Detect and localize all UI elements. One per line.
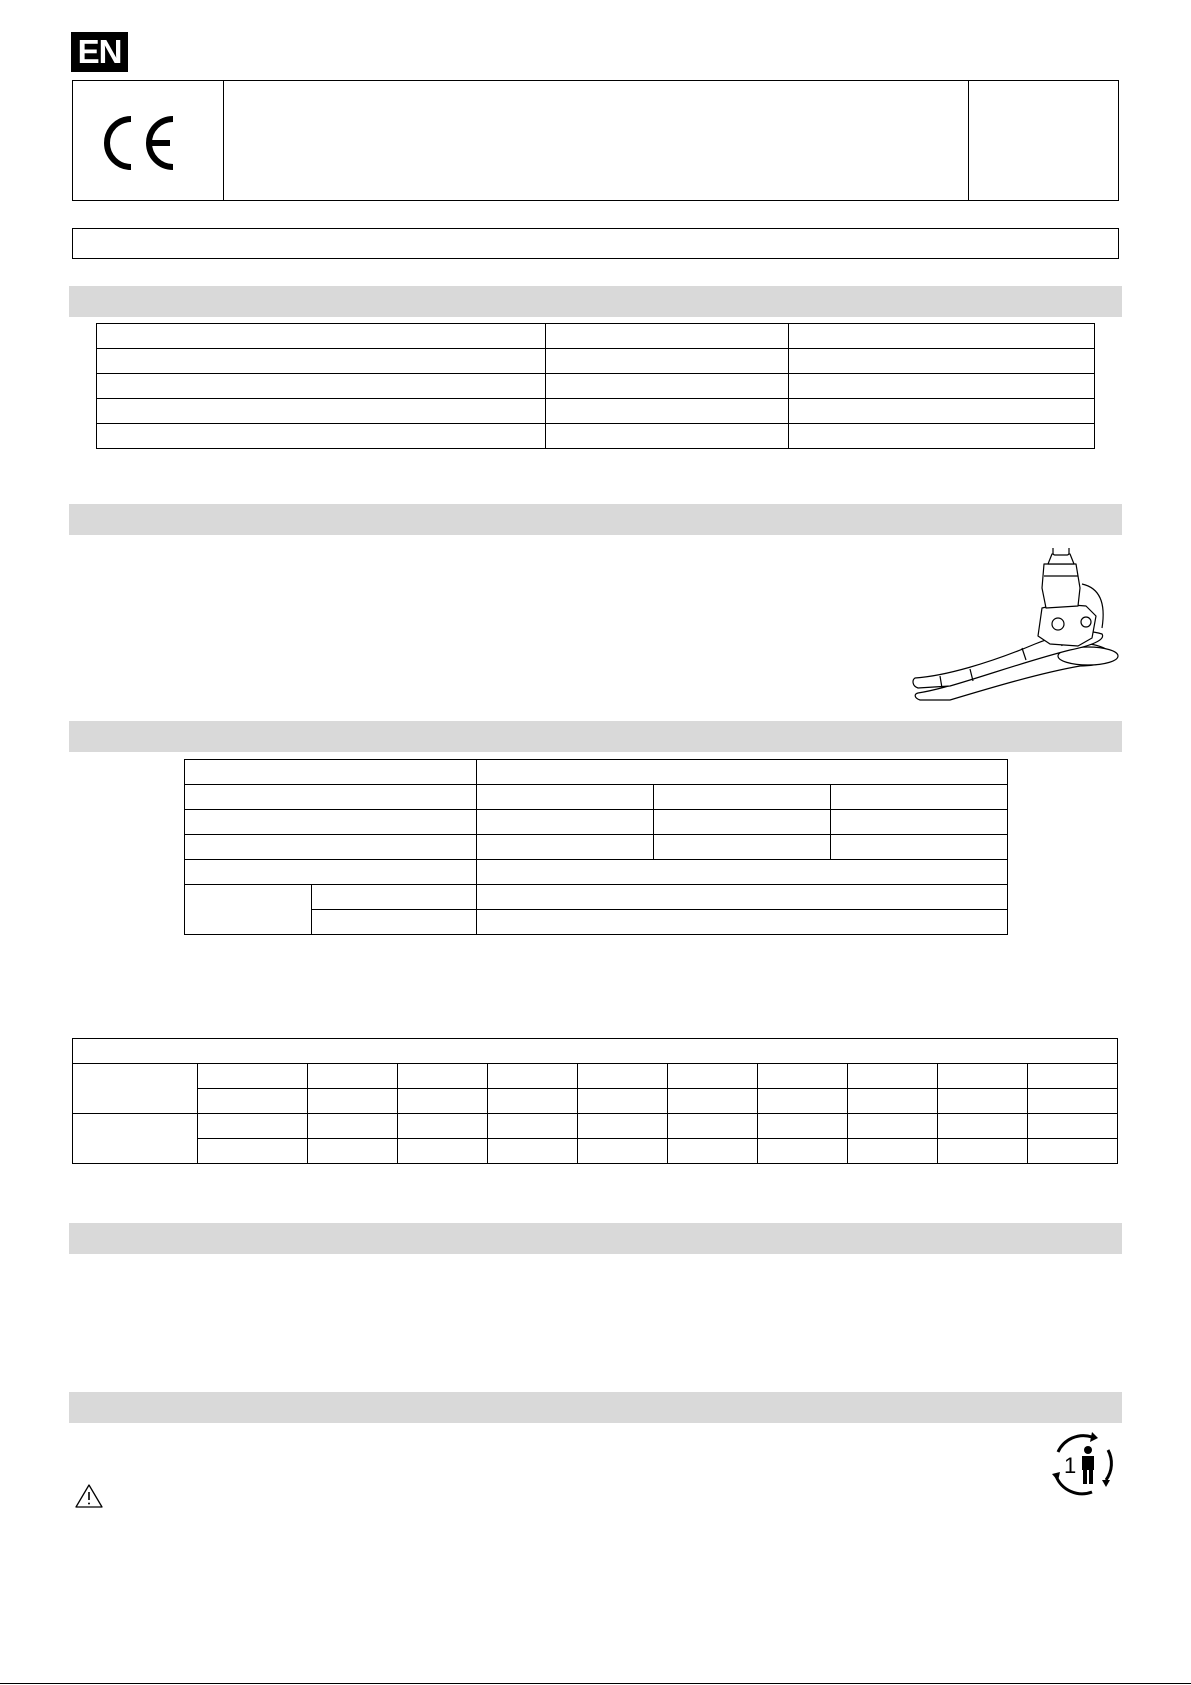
- ce-mark-icon: [73, 81, 223, 199]
- table-row: [185, 860, 1008, 885]
- header-ref-cell: [968, 81, 1118, 200]
- section-header-4: [69, 1223, 1122, 1254]
- section-header-1: [69, 286, 1122, 317]
- table-row: [185, 760, 1008, 785]
- table-row: [97, 349, 1095, 374]
- table-row: [73, 1114, 1118, 1139]
- prosthetic-foot-illustration: [910, 548, 1125, 713]
- language-badge: EN: [71, 32, 128, 72]
- ce-mark-cell: [73, 81, 224, 200]
- table-row: [73, 1139, 1118, 1164]
- page-bottom-rule: [0, 1683, 1191, 1684]
- table-1: [96, 323, 1095, 449]
- table-row: [73, 1039, 1118, 1064]
- table-3: [72, 1038, 1118, 1164]
- section-header-5: [69, 1392, 1122, 1423]
- header-box: [72, 80, 1119, 201]
- svg-text:1: 1: [1064, 1453, 1077, 1478]
- header-title-cell: [223, 81, 969, 200]
- table-row: [97, 374, 1095, 399]
- table-row: [185, 810, 1008, 835]
- table-row: [97, 399, 1095, 424]
- table-2: [184, 759, 1008, 935]
- table-row: [97, 424, 1095, 449]
- section-header-2: [69, 504, 1122, 535]
- warning-triangle-icon: [74, 1483, 104, 1509]
- single-patient-use-icon: [1048, 1430, 1116, 1498]
- table-row: [185, 835, 1008, 860]
- section-header-3: [69, 721, 1122, 752]
- table-row: [73, 1089, 1118, 1114]
- table-row: [185, 885, 1008, 910]
- product-title-bar: [72, 228, 1119, 259]
- table-row: [185, 785, 1008, 810]
- table-row: [73, 1064, 1118, 1089]
- table-row: [97, 324, 1095, 349]
